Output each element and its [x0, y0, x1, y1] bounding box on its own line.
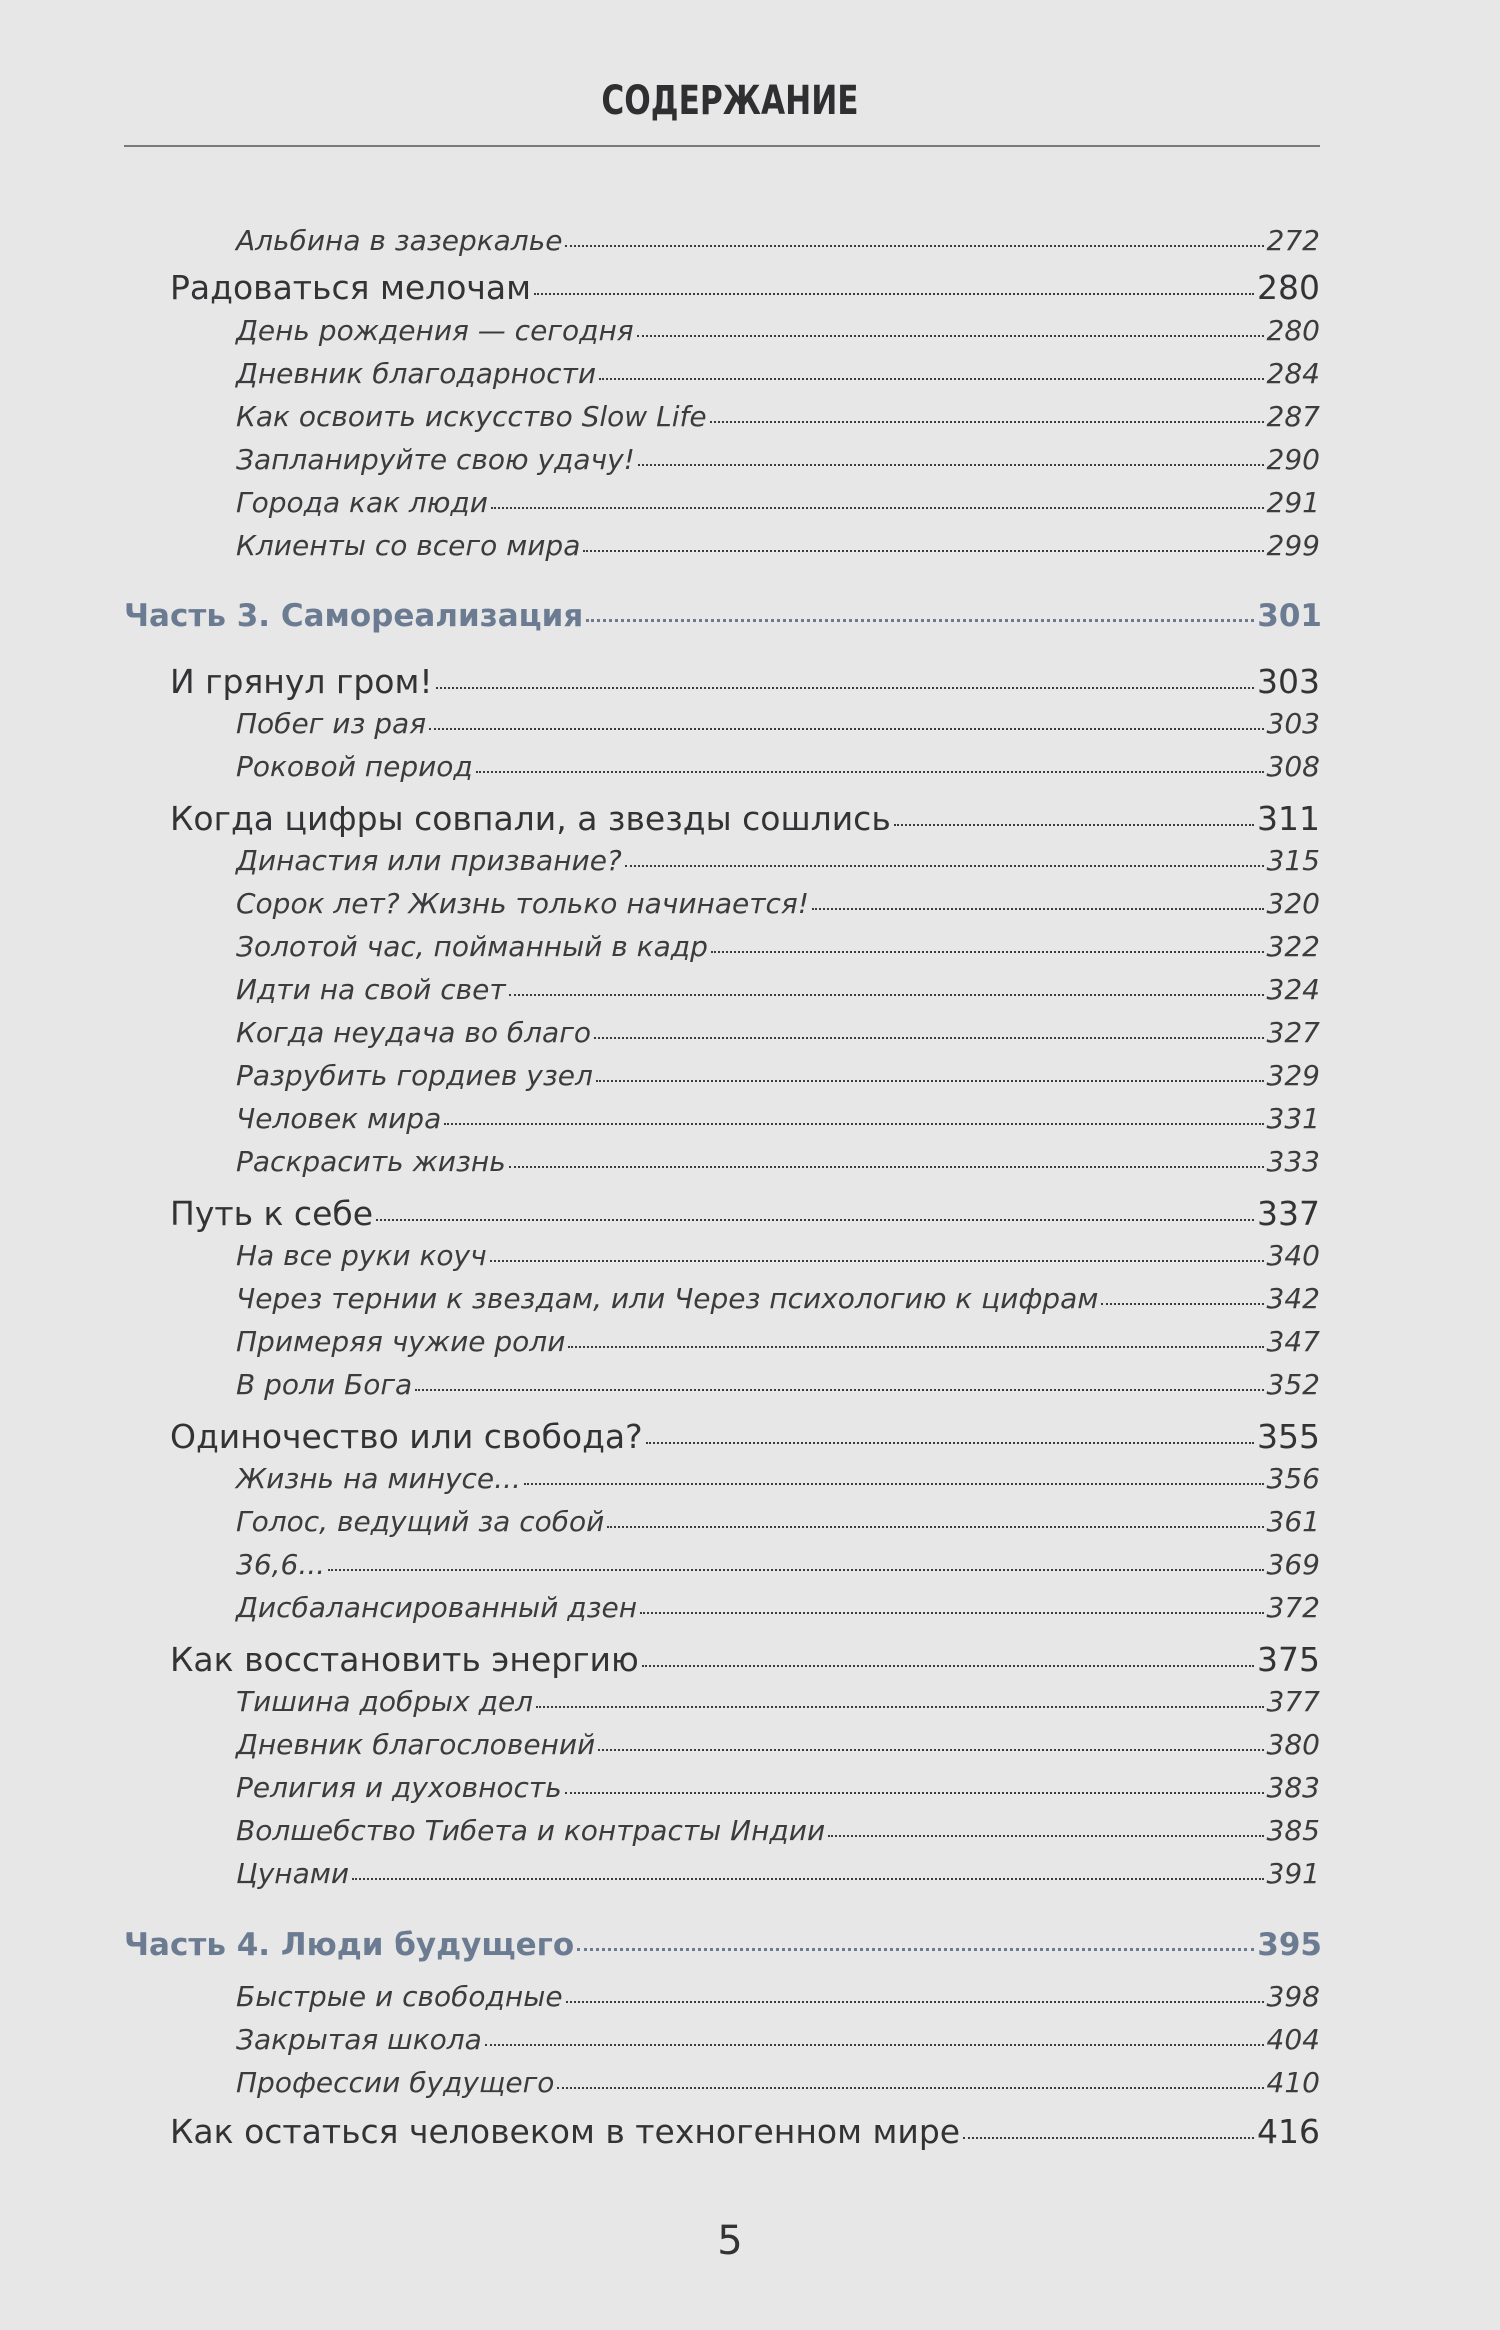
toc-entry-page: 416 [1257, 2112, 1320, 2151]
dot-leader [328, 1546, 1264, 1574]
dot-leader [557, 2064, 1263, 2092]
toc-entry-page: 361 [1266, 1505, 1320, 1538]
toc-entry-title: Голос, ведущий за собой [236, 1505, 605, 1538]
toc-entry-page: 375 [1257, 1640, 1320, 1679]
toc-section-entry [170, 797, 1320, 838]
dot-leader [476, 748, 1264, 776]
dot-leader [583, 527, 1263, 555]
dot-leader [524, 1460, 1264, 1488]
toc-entry-page: 347 [1266, 1325, 1320, 1358]
toc-entry-page: 391 [1266, 1857, 1320, 1890]
toc-entry-page: 383 [1266, 1771, 1320, 1804]
dot-leader [491, 484, 1264, 512]
toc-entry-title: Дневник благодарности [236, 357, 597, 390]
dot-leader [565, 1769, 1264, 1797]
toc-subsection-entry [236, 1366, 1320, 1401]
toc-entry-title: Роковой период [236, 750, 473, 783]
toc-part-heading [124, 1924, 1322, 1963]
toc-subsection-entry [236, 1546, 1320, 1581]
toc-entry-title: Радоваться мелочам [170, 268, 532, 307]
toc-entry-page: 331 [1266, 1102, 1320, 1135]
dot-leader [594, 1014, 1263, 1042]
page-number: 5 [717, 2218, 743, 2264]
toc-subsection-entry [236, 2021, 1320, 2056]
dot-leader [566, 1978, 1264, 2006]
toc-subsection-entry [236, 1323, 1320, 1358]
toc-subsection-entry [236, 1237, 1320, 1272]
dot-leader [509, 1143, 1264, 1171]
toc-entry-page: 355 [1257, 1417, 1320, 1456]
dot-leader [509, 971, 1264, 999]
toc-subsection-entry [236, 1100, 1320, 1135]
toc-entry-page: 315 [1266, 844, 1320, 877]
toc-subsection-entry [236, 312, 1320, 347]
toc-entry-title: Одиночество или свобода? [170, 1417, 643, 1456]
toc-entry-title: Сорок лет? Жизнь только начинается! [236, 887, 810, 920]
dot-leader [599, 355, 1264, 383]
toc-subsection-entry [236, 971, 1320, 1006]
toc-entry-page: 324 [1266, 973, 1320, 1006]
toc-entry-page: 322 [1266, 930, 1320, 963]
toc-subsection-entry [236, 1460, 1320, 1495]
toc-subsection-entry [236, 484, 1320, 519]
toc-entry-page: 395 [1257, 1927, 1322, 1963]
toc-entry-title: Города как люди [236, 486, 488, 519]
toc-subsection-entry [236, 885, 1320, 920]
dot-leader [638, 441, 1264, 469]
toc-section-entry [170, 2110, 1320, 2151]
toc-entry-title: Как остаться человеком в техногенном мире [170, 2112, 961, 2151]
dot-leader [352, 1855, 1263, 1883]
toc-section-entry [170, 1638, 1320, 1679]
toc-subsection-entry [236, 1855, 1320, 1890]
toc-entry-page: 404 [1266, 2023, 1320, 2056]
toc-subsection-entry [236, 1812, 1320, 1847]
toc-entry-page: 284 [1266, 357, 1320, 390]
toc-subsection-entry [236, 527, 1320, 562]
dot-leader [598, 1726, 1263, 1754]
toc-entry-page: 352 [1266, 1368, 1320, 1401]
toc-entry-page: 280 [1257, 268, 1320, 307]
toc-entry-title: Часть 4. Люди будущего [124, 1927, 575, 1963]
toc-part-heading [124, 595, 1322, 634]
toc-entry-page: 385 [1266, 1814, 1320, 1847]
toc-entry-title: Клиенты со всего мира [236, 529, 581, 562]
toc-entry-title: День рождения — сегодня [236, 314, 634, 347]
toc-entry-page: 272 [1266, 224, 1320, 257]
dot-leader [429, 705, 1263, 733]
toc-entry-page: 342 [1266, 1282, 1320, 1315]
toc-entry-page: 290 [1266, 443, 1320, 476]
toc-entry-title: 36,6... [236, 1548, 326, 1581]
toc-entry-page: 356 [1266, 1462, 1320, 1495]
toc-section-entry [170, 266, 1320, 307]
dot-leader [436, 660, 1254, 693]
dot-leader [828, 1812, 1263, 1840]
toc-entry-page: 291 [1266, 486, 1320, 519]
dot-leader [625, 842, 1264, 870]
toc-entry-title: Династия или призвание? [236, 844, 622, 877]
dot-leader [376, 1192, 1254, 1225]
toc-entry-page: 372 [1266, 1591, 1320, 1624]
toc-entry-title: Быстрые и свободные [236, 1980, 563, 2013]
toc-subsection-entry [236, 1057, 1320, 1092]
toc-entry-title: Когда неудача во благо [236, 1016, 592, 1049]
dot-leader [534, 266, 1254, 299]
dot-leader [637, 312, 1264, 340]
dot-leader [711, 928, 1264, 956]
toc-entry-title: Идти на свой свет [236, 973, 506, 1006]
toc-entry-title: Когда цифры совпали, а звезды сошлись [170, 799, 891, 838]
toc-entry-title: Как освоить искусство Slow Life [236, 400, 707, 433]
toc-entry-page: 337 [1257, 1194, 1320, 1233]
toc-subsection-entry [236, 441, 1320, 476]
dot-leader [586, 595, 1254, 626]
dot-leader [607, 1503, 1263, 1531]
toc-entry-title: Религия и духовность [236, 1771, 562, 1804]
toc-entry-page: 320 [1266, 887, 1320, 920]
dot-leader [565, 222, 1263, 250]
toc-entry-title: Волшебство Тибета и контрасты Индии [236, 1814, 826, 1847]
dot-leader [577, 1924, 1254, 1955]
toc-subsection-entry [236, 1014, 1320, 1049]
toc-subsection-entry [236, 1589, 1320, 1624]
dot-leader [485, 2021, 1264, 2049]
toc-entry-page: 301 [1257, 598, 1322, 634]
toc-subsection-entry [236, 842, 1320, 877]
toc-section-entry [170, 1415, 1320, 1456]
toc-entry-page: 280 [1266, 314, 1320, 347]
toc-entry-title: Побег из рая [236, 707, 427, 740]
toc-entry-title: И грянул гром! [170, 662, 433, 701]
toc-entry-title: Цунами [236, 1857, 350, 1890]
toc-subsection-entry [236, 398, 1320, 433]
toc-entry-title: Разрубить гордиев узел [236, 1059, 593, 1092]
dot-leader [963, 2110, 1254, 2143]
toc-subsection-entry [236, 1280, 1320, 1315]
toc-subsection-entry [236, 928, 1320, 963]
toc-entry-page: 369 [1266, 1548, 1320, 1581]
toc-entry-title: Дневник благословений [236, 1728, 596, 1761]
toc-entry-title: Часть 3. Самореализация [124, 598, 584, 634]
toc-subsection-entry [236, 1726, 1320, 1761]
toc-subsection-entry [236, 748, 1320, 783]
toc-entry-title: Жизнь на минусе... [236, 1462, 521, 1495]
toc-entry-page: 327 [1266, 1016, 1320, 1049]
toc-entry-title: Закрытая школа [236, 2023, 482, 2056]
toc-entry-title: На все руки коуч [236, 1239, 487, 1272]
toc-entry-title: Путь к себе [170, 1194, 374, 1233]
toc-entry-title: Запланируйте свою удачу! [236, 443, 635, 476]
dot-leader [444, 1100, 1263, 1128]
toc-entry-title: Профессии будущего [236, 2066, 555, 2099]
toc-entry-title: Альбина в зазеркалье [236, 224, 563, 257]
dot-leader [894, 797, 1254, 830]
toc-entry-page: 287 [1266, 400, 1320, 433]
toc-entry-page: 380 [1266, 1728, 1320, 1761]
dot-leader [640, 1589, 1264, 1617]
toc-entry-title: Как восстановить энергию [170, 1640, 639, 1679]
dot-leader [490, 1237, 1264, 1265]
toc-subsection-entry [236, 1683, 1320, 1718]
page-title: СОДЕРЖАНИЕ [601, 78, 859, 124]
toc-entry-title: Примеряя чужие роли [236, 1325, 566, 1358]
toc-subsection-entry [236, 1978, 1320, 2013]
toc-entry-page: 308 [1266, 750, 1320, 783]
toc-section-entry [170, 660, 1320, 701]
toc-subsection-entry [236, 1143, 1320, 1178]
toc-entry-title: Тишина добрых дел [236, 1685, 534, 1718]
toc-entry-title: Раскрасить жизнь [236, 1145, 506, 1178]
toc-subsection-entry [236, 1503, 1320, 1538]
dot-leader [568, 1323, 1263, 1351]
toc-subsection-entry [236, 2064, 1320, 2099]
toc-entry-page: 340 [1266, 1239, 1320, 1272]
toc-entry-page: 410 [1266, 2066, 1320, 2099]
toc-entry-title: Дисбалансированный дзен [236, 1591, 638, 1624]
toc-entry-page: 398 [1266, 1980, 1320, 2013]
dot-leader [642, 1638, 1254, 1671]
toc-entry-title: Человек мира [236, 1102, 442, 1135]
toc-entry-page: 303 [1257, 662, 1320, 701]
toc-entry-page: 329 [1266, 1059, 1320, 1092]
dot-leader [710, 398, 1264, 426]
toc-subsection-entry [236, 705, 1320, 740]
dot-leader [536, 1683, 1263, 1711]
toc-section-entry [170, 1192, 1320, 1233]
toc-subsection-entry [236, 1769, 1320, 1804]
toc-entry-title: В роли Бога [236, 1368, 413, 1401]
toc-entry-page: 333 [1266, 1145, 1320, 1178]
toc-entry-page: 377 [1266, 1685, 1320, 1718]
toc-subsection-entry [236, 355, 1320, 390]
toc-entry-page: 311 [1257, 799, 1320, 838]
dot-leader [812, 885, 1264, 913]
toc-entry-page: 299 [1266, 529, 1320, 562]
dot-leader [415, 1366, 1263, 1394]
dot-leader [1101, 1280, 1263, 1308]
dot-leader [596, 1057, 1264, 1085]
toc-subsection-entry [236, 222, 1320, 257]
toc-entry-page: 303 [1266, 707, 1320, 740]
toc-entry-title: Через тернии к звездам, или Через психологию к цифрам [236, 1282, 1099, 1315]
dot-leader [646, 1415, 1254, 1448]
header-divider [124, 145, 1320, 147]
toc-entry-title: Золотой час, пойманный в кадр [236, 930, 708, 963]
